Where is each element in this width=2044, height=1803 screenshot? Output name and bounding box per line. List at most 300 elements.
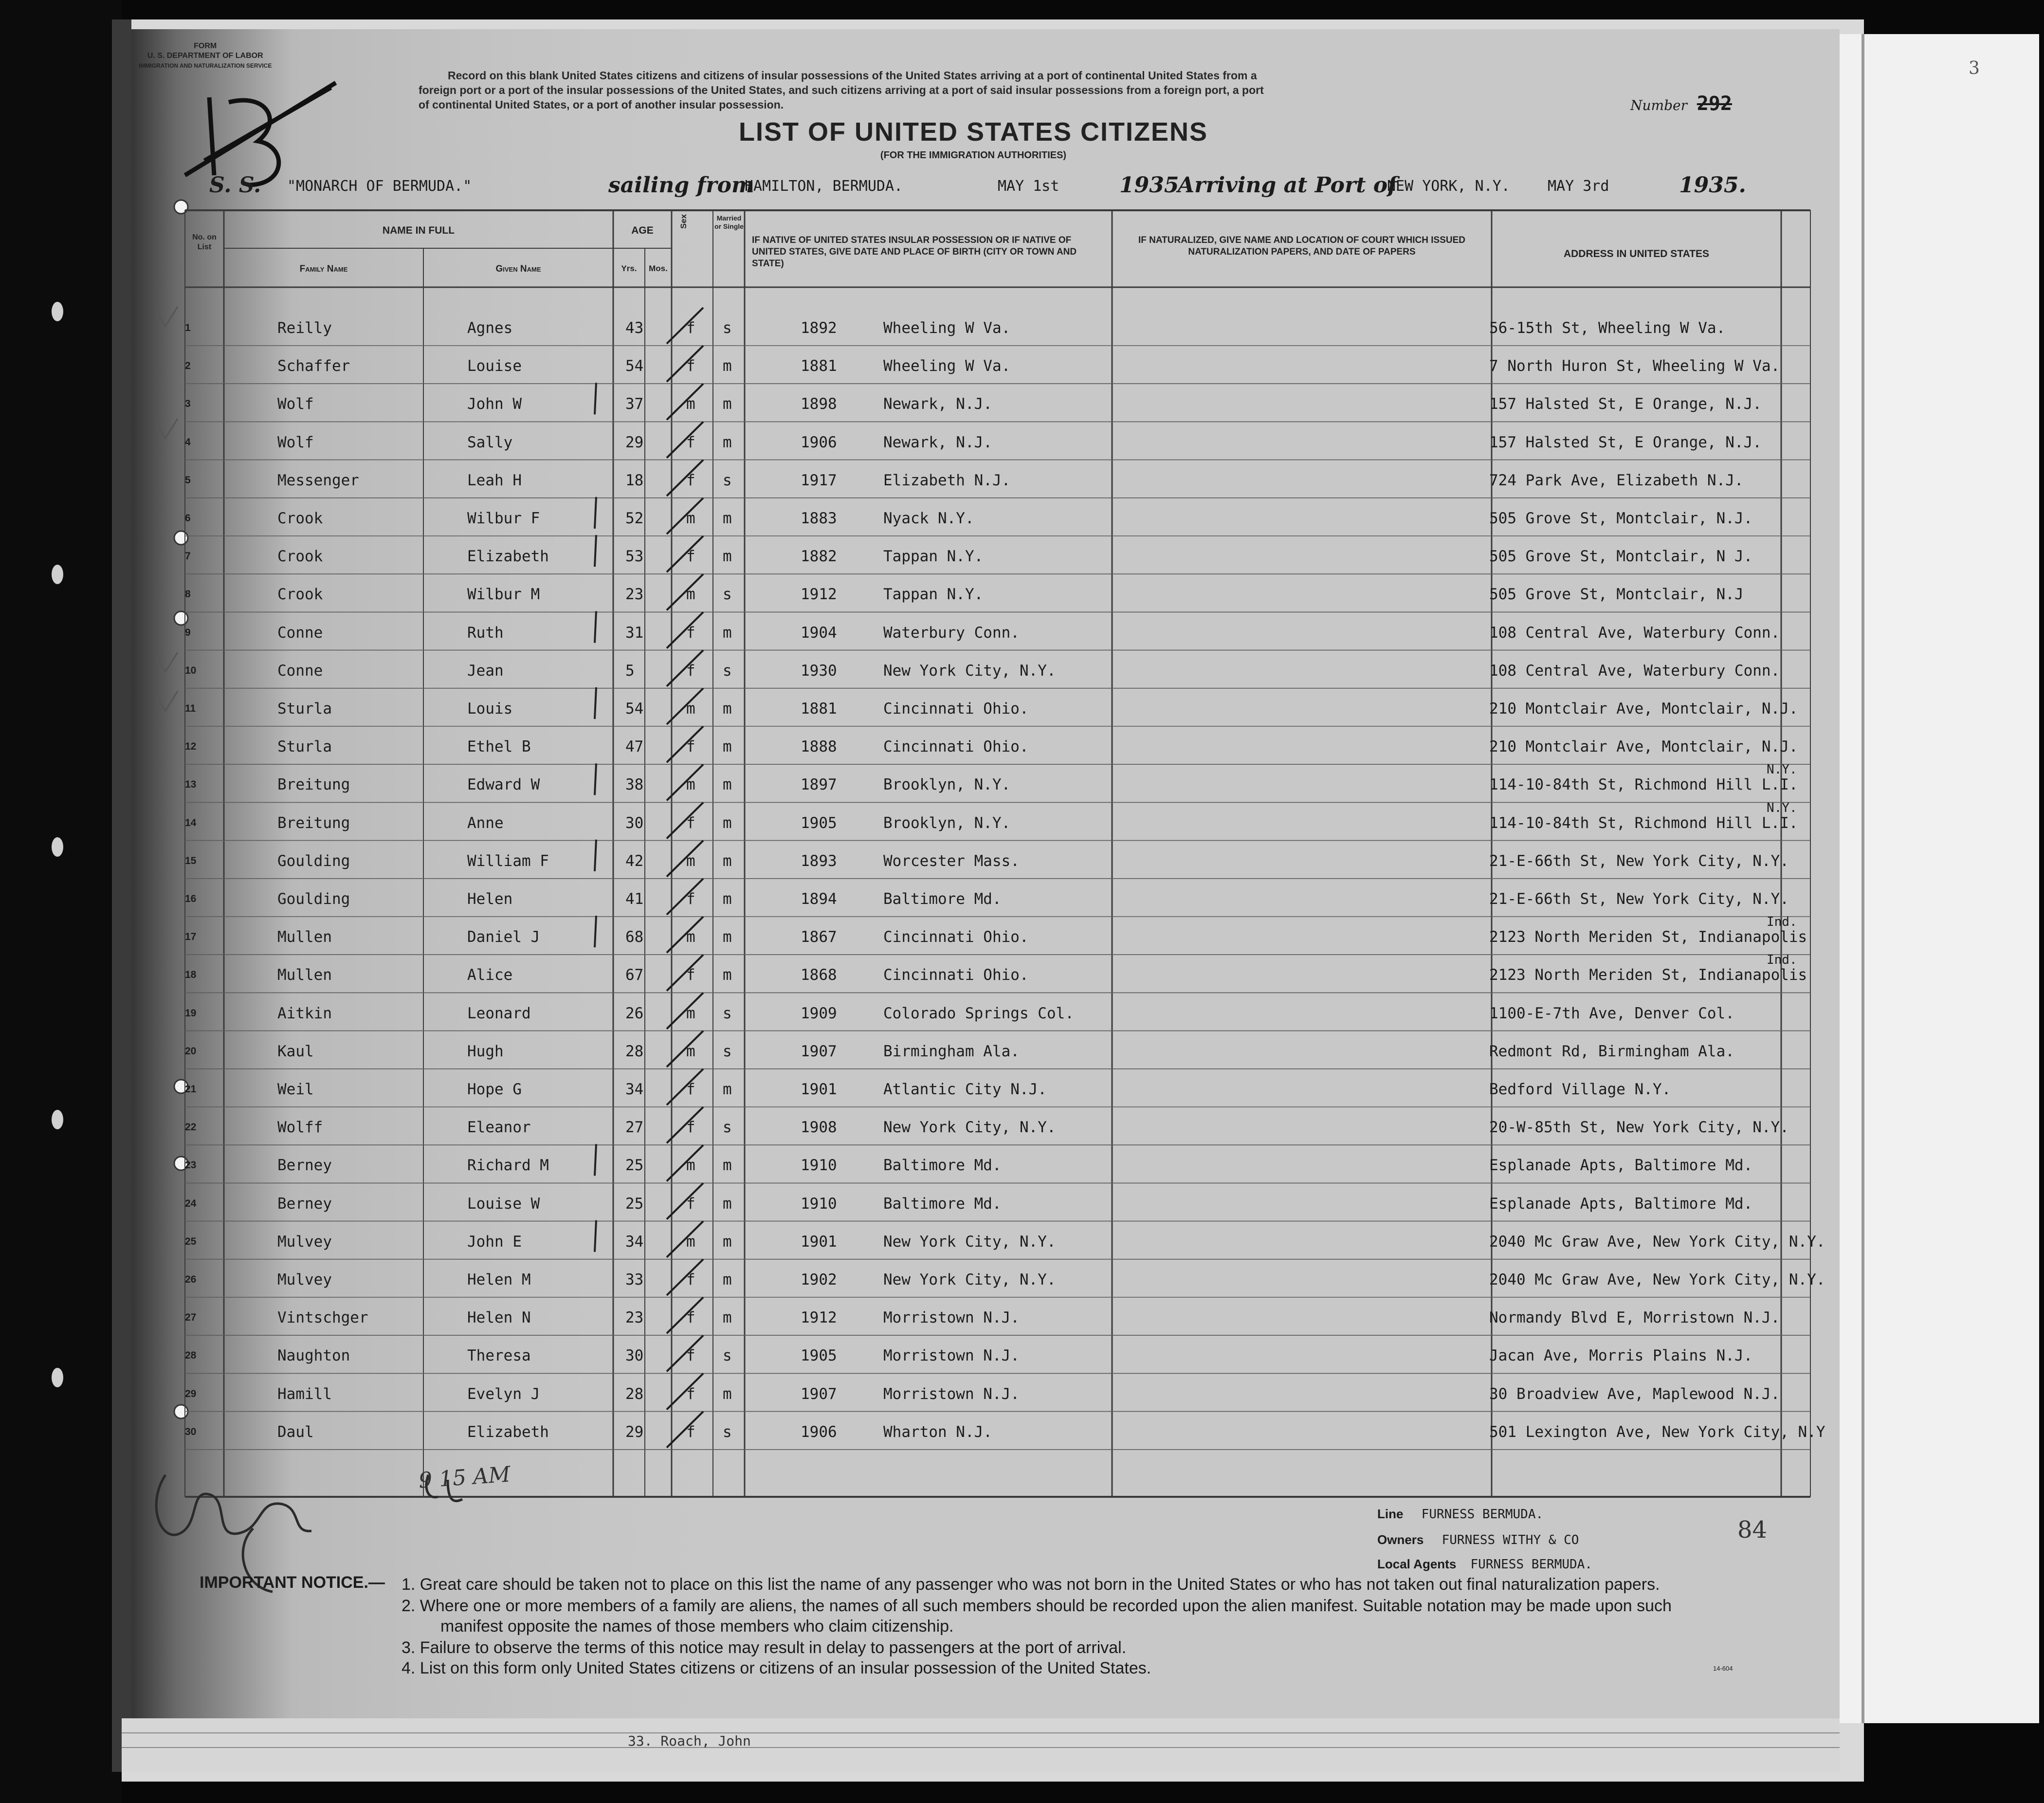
corner-mark: 3 xyxy=(1969,58,1980,78)
birth-year: 1867 xyxy=(801,928,837,946)
given-name: Elizabeth xyxy=(467,1423,549,1441)
us-address: 114-10-84th St, Richmond Hill L.I. xyxy=(1489,814,1798,832)
family-name: Goulding xyxy=(277,890,350,908)
sex: f xyxy=(686,357,695,375)
family-name: Conne xyxy=(277,624,323,642)
sex: m xyxy=(686,1042,695,1060)
agents-label: Local Agents xyxy=(1377,1557,1457,1571)
us-address: 210 Montclair Ave, Montclair, N.J. xyxy=(1489,738,1798,756)
col-yrs: Yrs. xyxy=(621,264,637,273)
family-name: Goulding xyxy=(277,852,350,870)
birth-year: 1904 xyxy=(801,624,837,642)
birth-place: Cincinnati Ohio. xyxy=(883,700,1029,718)
marital-status: s xyxy=(723,1423,732,1441)
col-age: AGE xyxy=(631,225,654,236)
notice-item: 3. Failure to observe the terms of this notice may result in delay to passengers at the port of arrival. xyxy=(402,1638,1127,1657)
given-name: Louise W xyxy=(467,1195,540,1213)
form-label: FORM xyxy=(194,42,217,50)
sex: f xyxy=(686,1119,695,1137)
given-name: Ruth xyxy=(467,624,504,642)
given-name: Eleanor xyxy=(467,1119,531,1137)
birth-year: 1881 xyxy=(801,357,837,375)
row-number: 3 xyxy=(185,398,191,410)
given-name: Sally xyxy=(467,433,513,451)
us-address: Esplanade Apts, Baltimore Md. xyxy=(1489,1195,1753,1213)
marital-status: m xyxy=(723,890,732,908)
sex: m xyxy=(686,700,695,718)
owners-label: Owners xyxy=(1377,1532,1424,1547)
sex: f xyxy=(686,1195,695,1213)
col-married-single xyxy=(714,214,744,231)
sex: f xyxy=(686,1423,695,1441)
sail-date: MAY 1st xyxy=(998,178,1059,195)
sex: m xyxy=(686,586,695,604)
owners-field xyxy=(1377,1532,1579,1547)
age-years: 54 xyxy=(625,700,644,718)
table-row xyxy=(146,915,1807,957)
birth-place: New York City, N.Y. xyxy=(883,1271,1056,1288)
row-number: 6 xyxy=(185,513,191,524)
birth-year: 1912 xyxy=(801,586,837,604)
marital-status: m xyxy=(723,1233,732,1251)
line-label: Line xyxy=(1377,1507,1404,1521)
table-row xyxy=(146,1339,1781,1376)
age-years: 43 xyxy=(625,319,644,337)
table-row xyxy=(146,1035,1781,1072)
us-address: 2123 North Meriden St, Indianapolis xyxy=(1489,928,1807,946)
family-name: Wolf xyxy=(277,395,314,413)
col-married-single-label: Married or Single xyxy=(714,214,744,230)
us-address: Redmont Rd, Birmingham Ala. xyxy=(1489,1042,1734,1060)
row-number: 15 xyxy=(185,855,197,866)
birth-place: Wheeling W Va. xyxy=(883,357,1011,375)
birth-year: 1888 xyxy=(801,738,837,756)
given-name: Wilbur F xyxy=(467,510,540,527)
marital-status: m xyxy=(723,1309,732,1327)
family-name: Wolf xyxy=(277,433,314,451)
table-row xyxy=(146,312,1781,349)
table-row xyxy=(146,1149,1781,1186)
age-years: 52 xyxy=(625,510,644,527)
us-address: Jacan Ave, Morris Plains N.J. xyxy=(1489,1347,1753,1365)
row-number: 8 xyxy=(185,589,191,600)
given-name: Hope G xyxy=(467,1081,522,1098)
us-address: 2040 Mc Graw Ave, New York City, N.Y. xyxy=(1489,1271,1825,1288)
birth-year: 1912 xyxy=(801,1309,837,1327)
sex: f xyxy=(686,966,695,984)
birth-place: Baltimore Md. xyxy=(883,1157,1002,1175)
address-note: N.Y. xyxy=(1767,762,1797,777)
us-address: 56-15th St, Wheeling W Va. xyxy=(1489,319,1726,337)
us-address: Esplanade Apts, Baltimore Md. xyxy=(1489,1157,1753,1175)
given-name: Elizabeth xyxy=(467,548,549,566)
given-name: Leonard xyxy=(467,1004,531,1022)
birth-place: Morristown N.J. xyxy=(883,1385,1020,1403)
number-value: 292 xyxy=(1697,92,1732,115)
age-years: 38 xyxy=(625,776,644,794)
us-address: 724 Park Ave, Elizabeth N.J. xyxy=(1489,471,1744,489)
birth-place: Nyack N.Y. xyxy=(883,510,974,527)
sex: m xyxy=(686,852,695,870)
under-page-row: 33. Roach, John xyxy=(628,1733,751,1749)
list-number xyxy=(1630,92,1732,115)
sail-year: 1935 xyxy=(1119,173,1179,198)
table-row xyxy=(146,953,1807,995)
sailing-from: HAMILTON, BERMUDA. xyxy=(745,178,903,195)
table-row xyxy=(146,426,1781,463)
given-name: Daniel J xyxy=(467,928,540,946)
family-name: Sturla xyxy=(277,738,332,756)
voyage-line xyxy=(209,173,1767,202)
family-name: Vintschger xyxy=(277,1309,368,1327)
us-address: 30 Broadview Ave, Maplewood N.J. xyxy=(1489,1385,1780,1403)
sex: f xyxy=(686,548,695,566)
family-name: Crook xyxy=(277,548,323,566)
sex: f xyxy=(686,1309,695,1327)
birth-place: Morristown N.J. xyxy=(883,1347,1020,1365)
birth-place: Newark, N.J. xyxy=(883,433,992,451)
marital-status: m xyxy=(723,1157,732,1175)
given-name: Ethel B xyxy=(467,738,531,756)
marital-status: m xyxy=(723,624,732,642)
marital-status: m xyxy=(723,1081,732,1098)
notice-item: manifest opposite the names of those members who claim citizenship. xyxy=(440,1617,954,1636)
birth-place: Newark, N.J. xyxy=(883,395,992,413)
row-number: 27 xyxy=(185,1312,197,1324)
age-years: 34 xyxy=(625,1081,644,1098)
age-years: 68 xyxy=(625,928,644,946)
age-years: 54 xyxy=(625,357,644,375)
sailing-label: sailing from xyxy=(608,173,754,198)
family-name: Reilly xyxy=(277,319,332,337)
marital-status: m xyxy=(723,1195,732,1213)
page-count: 84 xyxy=(1737,1516,1768,1544)
age-years: 29 xyxy=(625,433,644,451)
table-row xyxy=(146,1263,1825,1300)
marital-status: m xyxy=(723,357,732,375)
age-years: 28 xyxy=(625,1042,644,1060)
row-number: 10 xyxy=(185,664,197,676)
birth-place: Tappan N.Y. xyxy=(883,548,984,566)
birth-year: 1901 xyxy=(801,1081,837,1098)
age-years: 67 xyxy=(625,966,644,984)
table-row xyxy=(146,350,1781,386)
marital-status: m xyxy=(723,433,732,451)
age-years: 33 xyxy=(625,1271,644,1288)
birth-year: 1901 xyxy=(801,1233,837,1251)
row-number: 16 xyxy=(185,893,197,904)
col-naturalized: IF NATURALIZED, GIVE NAME AND LOCATION OF COURT WHICH ISSUED NATURALIZATION PAPERS, AND DATE OF PAPERS xyxy=(1138,235,1465,257)
marital-status: m xyxy=(723,928,732,946)
family-name: Aitkin xyxy=(277,1004,332,1022)
table-row xyxy=(146,387,1781,424)
birth-place: Tappan N.Y. xyxy=(883,586,984,604)
family-name: Mullen xyxy=(277,966,332,984)
row-number: 9 xyxy=(185,626,191,638)
birth-place: Cincinnati Ohio. xyxy=(883,966,1029,984)
col-sex: Sex xyxy=(679,214,688,229)
sex: f xyxy=(686,738,695,756)
given-name: William F xyxy=(467,852,549,870)
birth-place: Worcester Mass. xyxy=(883,852,1020,870)
family-name: Breitung xyxy=(277,776,350,794)
birth-year: 1881 xyxy=(801,700,837,718)
family-name: Mulvey xyxy=(277,1233,332,1251)
row-number: 19 xyxy=(185,1007,197,1019)
birth-year: 1905 xyxy=(801,1347,837,1365)
marital-status: s xyxy=(723,1004,732,1022)
birth-year: 1909 xyxy=(801,1004,837,1022)
row-number: 20 xyxy=(185,1045,197,1057)
sex: m xyxy=(686,776,695,794)
birth-place: New York City, N.Y. xyxy=(883,1119,1056,1137)
us-address: 505 Grove St, Montclair, N.J. xyxy=(1489,510,1753,527)
us-address: 20-W-85th St, New York City, N.Y. xyxy=(1489,1119,1789,1137)
given-name: Helen N xyxy=(467,1309,531,1327)
notice-item: 1. Great care should be taken not to place on this list the name of any passenger who was not born in the United States or who has not taken out final naturalization papers. xyxy=(402,1575,1660,1594)
col-family-name: Family Name xyxy=(299,264,348,274)
marital-status: m xyxy=(723,700,732,718)
birth-place: Wharton N.J. xyxy=(883,1423,992,1441)
sex: f xyxy=(686,624,695,642)
family-name: Berney xyxy=(277,1195,332,1213)
birth-year: 1906 xyxy=(801,433,837,451)
service-label: IMMIGRATION AND NATURALIZATION SERVICE xyxy=(139,62,272,69)
us-address: 1100-E-7th Ave, Denver Col. xyxy=(1489,1004,1734,1022)
birth-year: 1883 xyxy=(801,510,837,527)
arrival-port: NEW YORK, N.Y. xyxy=(1387,178,1510,195)
birth-place: Cincinnati Ohio. xyxy=(883,928,1029,946)
us-address: 505 Grove St, Montclair, N.J xyxy=(1489,586,1744,604)
family-name: Wolff xyxy=(277,1119,323,1137)
address-note: N.Y. xyxy=(1767,800,1797,815)
row-number: 11 xyxy=(185,703,196,714)
birth-year: 1868 xyxy=(801,966,837,984)
family-name: Kaul xyxy=(277,1042,314,1060)
notice-item: 2. Where one or more members of a family are aliens, the names of all such members should be recorded upon the alien manifest. Suitable notation may be made upon such xyxy=(402,1597,1672,1615)
row-number: 30 xyxy=(185,1426,197,1437)
sex: m xyxy=(686,1157,695,1175)
row-number: 12 xyxy=(185,741,197,753)
marital-status: m xyxy=(723,548,732,566)
col-mos: Mos. xyxy=(649,264,668,273)
given-name: John W xyxy=(467,395,522,413)
age-years: 25 xyxy=(625,1157,644,1175)
family-name: Messenger xyxy=(277,471,359,489)
age-years: 30 xyxy=(625,1347,644,1365)
table-row xyxy=(146,762,1798,805)
birth-year: 1894 xyxy=(801,890,837,908)
marital-status: m xyxy=(723,1385,732,1403)
marital-status: m xyxy=(723,852,732,870)
table-row xyxy=(146,578,1781,615)
table-row xyxy=(146,1073,1781,1110)
given-name: Richard M xyxy=(467,1157,549,1175)
table-row xyxy=(146,502,1781,539)
row-number: 7 xyxy=(185,551,191,562)
sex: m xyxy=(686,395,695,413)
table-row xyxy=(146,800,1798,844)
marital-status: m xyxy=(723,510,732,527)
birth-year: 1917 xyxy=(801,471,837,489)
birth-place: New York City, N.Y. xyxy=(883,662,1056,680)
row-number: 4 xyxy=(185,436,191,448)
sex: m xyxy=(686,1233,695,1251)
table-row xyxy=(146,1301,1781,1338)
table-row xyxy=(146,464,1781,501)
sex: f xyxy=(686,1385,695,1403)
given-name: Leah H xyxy=(467,471,522,489)
us-address: 7 North Huron St, Wheeling W Va. xyxy=(1489,357,1780,375)
row-number: 29 xyxy=(185,1388,197,1399)
birth-year: 1892 xyxy=(801,319,837,337)
age-years: 34 xyxy=(625,1233,644,1251)
family-name: Sturla xyxy=(277,700,332,718)
us-address: Normandy Blvd E, Morristown N.J. xyxy=(1489,1309,1780,1327)
arrival-date: MAY 3rd xyxy=(1548,178,1609,195)
top-notice-line: Record on this blank United States citizens and citizens of insular possessions of the United States arriving at a port of continental United States from a xyxy=(448,69,1257,82)
age-years: 26 xyxy=(625,1004,644,1022)
row-number: 23 xyxy=(185,1159,197,1171)
arrival-year: 1935. xyxy=(1679,173,1746,198)
age-years: 23 xyxy=(625,586,644,604)
given-name: Helen xyxy=(467,890,513,908)
table-row xyxy=(146,730,1798,767)
row-number: 13 xyxy=(185,779,197,791)
marital-status: s xyxy=(723,662,732,680)
table-row xyxy=(146,883,1789,920)
address-note: Ind. xyxy=(1767,953,1797,968)
row-number: 28 xyxy=(185,1350,197,1361)
line-value: FURNESS BERMUDA. xyxy=(1421,1507,1544,1522)
col-birth: IF NATIVE OF UNITED STATES INSULAR POSSESSION OR IF NATIVE OF UNITED STATES, GIVE DATE AND PLACE OF BIRTH (CITY OR TOWN AND STATE) xyxy=(752,235,1077,269)
marital-status: m xyxy=(723,776,732,794)
given-name: Jean xyxy=(467,662,504,680)
sex: f xyxy=(686,1271,695,1288)
top-notice xyxy=(419,68,1264,112)
number-label: Number xyxy=(1630,97,1687,113)
us-address: 108 Central Ave, Waterbury Conn. xyxy=(1489,624,1780,642)
sex: m xyxy=(686,510,695,527)
us-address: 157 Halsted St, E Orange, N.J. xyxy=(1489,395,1762,413)
sex: f xyxy=(686,471,695,489)
us-address: 21-E-66th St, New York City, N.Y. xyxy=(1489,852,1789,870)
given-name: Louise xyxy=(467,357,522,375)
us-address: 108 Central Ave, Waterbury Conn. xyxy=(1489,662,1780,680)
family-name: Hamill xyxy=(277,1385,332,1403)
age-years: 28 xyxy=(625,1385,644,1403)
birth-year: 1930 xyxy=(801,662,837,680)
table-row xyxy=(146,616,1781,653)
family-name: Crook xyxy=(277,586,323,604)
birth-year: 1910 xyxy=(801,1157,837,1175)
us-address: 157 Halsted St, E Orange, N.J. xyxy=(1489,433,1762,451)
birth-place: Waterbury Conn. xyxy=(883,624,1020,642)
family-name: Mullen xyxy=(277,928,332,946)
given-name: Agnes xyxy=(467,319,513,337)
col-name-in-full: NAME IN FULL xyxy=(382,225,455,236)
marital-status: m xyxy=(723,738,732,756)
row-number: 5 xyxy=(185,474,191,486)
given-name: Louis xyxy=(467,700,513,718)
birth-year: 1902 xyxy=(801,1271,837,1288)
sex: m xyxy=(686,1004,695,1022)
birth-place: Cincinnati Ohio. xyxy=(883,738,1029,756)
page-title: LIST OF UNITED STATES CITIZENS xyxy=(739,117,1208,147)
birth-place: Elizabeth N.J. xyxy=(883,471,1011,489)
marital-status: s xyxy=(723,1347,732,1365)
family-name: Weil xyxy=(277,1081,314,1098)
us-address: 2040 Mc Graw Ave, New York City, N.Y. xyxy=(1489,1233,1825,1251)
us-address: 210 Montclair Ave, Montclair, N.J. xyxy=(1489,700,1798,718)
birth-year: 1910 xyxy=(801,1195,837,1213)
age-years: 27 xyxy=(625,1119,644,1137)
birth-place: Baltimore Md. xyxy=(883,890,1002,908)
handwritten-time: 9 15 AM xyxy=(418,1462,511,1493)
row-number: 25 xyxy=(185,1235,197,1247)
age-years: 23 xyxy=(625,1309,644,1327)
marital-status: m xyxy=(723,1271,732,1288)
family-name: Naughton xyxy=(277,1347,350,1365)
birth-year: 1908 xyxy=(801,1119,837,1137)
top-notice-line: of continental United States, or a port of another insular possession. xyxy=(419,98,784,111)
birth-year: 1898 xyxy=(801,395,837,413)
sex: f xyxy=(686,662,695,680)
us-address: 114-10-84th St, Richmond Hill L.I. xyxy=(1489,776,1798,794)
given-name: Anne xyxy=(467,814,504,832)
notice-item: 4. List on this form only United States citizens or citizens of an insular possession of the United States. xyxy=(402,1659,1151,1677)
table-row xyxy=(146,1225,1825,1262)
birth-year: 1905 xyxy=(801,814,837,832)
age-years: 41 xyxy=(625,890,644,908)
row-number: 18 xyxy=(185,969,197,981)
marital-status: s xyxy=(723,471,732,489)
us-address: Bedford Village N.Y. xyxy=(1489,1081,1671,1098)
sex: f xyxy=(686,319,695,337)
birth-place: Birmingham Ala. xyxy=(883,1042,1020,1060)
sex: m xyxy=(686,928,695,946)
given-name: Evelyn J xyxy=(467,1385,540,1403)
age-years: 5 xyxy=(625,662,635,680)
us-address: 505 Grove St, Montclair, N J. xyxy=(1489,548,1753,566)
row-number: 14 xyxy=(185,817,197,828)
age-years: 47 xyxy=(625,738,644,756)
birth-year: 1882 xyxy=(801,548,837,566)
marital-status: m xyxy=(723,966,732,984)
given-name: Theresa xyxy=(467,1347,531,1365)
col-given-name: Given Name xyxy=(495,264,541,274)
table-row xyxy=(146,540,1781,577)
line-field xyxy=(1377,1507,1543,1522)
age-years: 18 xyxy=(625,471,644,489)
age-years: 42 xyxy=(625,852,644,870)
us-address: 2123 North Meriden St, Indianapolis xyxy=(1489,966,1807,984)
birth-place: Atlantic City N.J. xyxy=(883,1081,1047,1098)
agents-value: FURNESS BERMUDA. xyxy=(1470,1557,1592,1572)
marital-status: m xyxy=(723,395,732,413)
col-address: ADDRESS IN UNITED STATES xyxy=(1563,248,1710,259)
row-number: 21 xyxy=(185,1084,197,1095)
birth-place: Baltimore Md. xyxy=(883,1195,1002,1213)
given-name: Hugh xyxy=(467,1042,504,1060)
birth-year: 1906 xyxy=(801,1423,837,1441)
row-number: 24 xyxy=(185,1197,197,1209)
row-number: 1 xyxy=(185,322,191,333)
family-name: Schaffer xyxy=(277,357,350,375)
us-address: 501 Lexington Ave, New York City, N.Y xyxy=(1489,1423,1825,1441)
dept-label: U. S. DEPARTMENT OF LABOR xyxy=(147,52,263,60)
age-years: 25 xyxy=(625,1195,644,1213)
